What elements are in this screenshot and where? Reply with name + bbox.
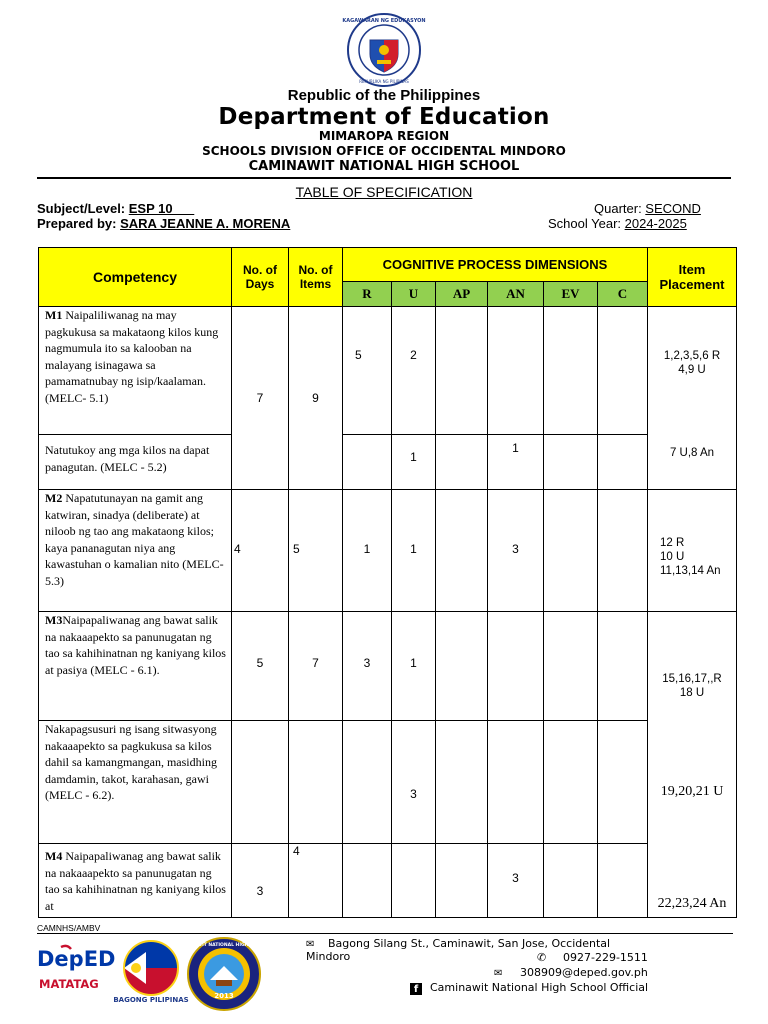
- republic-heading: Republic of the Philippines: [287, 87, 481, 104]
- prepared-line: [37, 216, 290, 231]
- placement-line: 19,20,21 U: [660, 784, 724, 799]
- dim-u-cell: [392, 490, 436, 612]
- competency-cell: [39, 721, 232, 844]
- dim-ap-cell: [436, 844, 488, 918]
- school-heading: CAMINAWIT NATIONAL HIGH SCHOOL: [248, 159, 520, 174]
- prepared-label: Prepared by:: [37, 216, 121, 231]
- dim-an-cell: [488, 490, 544, 612]
- dim-ap-cell: [436, 307, 488, 435]
- header-dim-r: R: [343, 282, 392, 307]
- competency-cell: [39, 612, 232, 721]
- competency-text: Nakapagsusuri ng isang sitwasyong nakaaapekto sa pagkukusa sa kilos dahil sa kamangmangan, masidhing damdamin, takot, karahasan, gawi (MELC - 6.2).: [45, 722, 217, 802]
- items-value: 9: [312, 391, 319, 405]
- dim-c-cell: [598, 307, 648, 435]
- facebook-text: Caminawit National High School Official: [430, 981, 649, 994]
- school-seal-logo: [177, 936, 271, 1012]
- header-dim-u: U: [392, 282, 436, 307]
- dim-ev-cell: [544, 844, 598, 918]
- dim-r-cell: [343, 307, 392, 435]
- header-days: No. of Days: [232, 248, 289, 307]
- dim-r-cell: [343, 490, 392, 612]
- placement-line: 7 U,8 An: [669, 447, 715, 459]
- competency-text: Naipapaliwanag ang bawat salik na nakaaapekto sa panunugatan ng tao sa kahihinatnan ng kaniyang kilos at: [45, 849, 226, 913]
- subject-label: Subject/Level:: [37, 201, 129, 216]
- table-row: [39, 307, 737, 435]
- dim-ev-cell: [544, 721, 598, 844]
- quarter-line: [594, 201, 701, 216]
- header-dim-c: C: [598, 282, 648, 307]
- competency-text: Napatutunayan na gamit ang katwiran, sinadya (deliberate) at niloob ng tao ang makataong kilos; kaya pananagutan niya ang kawastuhan o kamalian nito (MELC-5.3): [45, 491, 224, 588]
- dim-ap-cell: [436, 435, 488, 490]
- email-text: 308909@deped.gov.ph: [520, 966, 648, 979]
- placement-cell: [648, 307, 737, 490]
- placement-cell: [648, 844, 737, 918]
- days-cell: [232, 307, 289, 490]
- dim-an-value: 3: [512, 542, 519, 556]
- dim-an-cell: [488, 844, 544, 918]
- dim-c-cell: [598, 844, 648, 918]
- dim-u-value: 1: [410, 450, 417, 464]
- dim-c-cell: [598, 490, 648, 612]
- days-value: 7: [256, 391, 264, 405]
- dim-r-cell: [343, 721, 392, 844]
- dim-ev-cell: [544, 612, 598, 721]
- items-cell: [289, 721, 343, 844]
- dim-an-cell: [488, 435, 544, 490]
- address-text: Bagong Silang St., Caminawit, San Jose, Occidental Mindoro: [306, 937, 611, 963]
- placement-cell: [648, 490, 737, 612]
- table-row: [39, 721, 737, 844]
- competency-cell: [39, 307, 232, 435]
- dim-u-cell: [392, 721, 436, 844]
- dim-u-cell: [392, 307, 436, 435]
- dim-r-cell: [343, 612, 392, 721]
- facebook-icon: f: [410, 983, 422, 995]
- header-item-placement: Item Placement: [648, 248, 737, 307]
- subject-value: ESP 10: [128, 201, 195, 216]
- competency-cell: [39, 435, 232, 490]
- items-cell: [289, 490, 343, 612]
- dim-u-cell: [392, 844, 436, 918]
- header-cognitive-dimensions: COGNITIVE PROCESS DIMENSIONS: [343, 248, 648, 282]
- days-cell: [232, 490, 289, 612]
- placement-cell: [648, 612, 737, 844]
- competency-code: M2: [45, 491, 63, 505]
- region-heading: MIMAROPA REGION: [318, 129, 450, 143]
- competency-text: Naipapaliwanag ang bawat salik na nakaaapekto sa panunugatan ng tao sa kahihinatnan ng kaniyang kilos at pasiya (MELC - 6.1).: [45, 613, 226, 677]
- placement-line: 12 R: [660, 537, 685, 549]
- items-cell: [289, 307, 343, 490]
- header-competency: Competency: [39, 248, 232, 307]
- email-icon: ✉: [494, 968, 503, 979]
- dim-u-value: 1: [410, 542, 417, 556]
- placement-line: 11,13,14 An: [660, 565, 721, 577]
- dim-u-value: 2: [410, 348, 417, 362]
- header-divider: [37, 177, 731, 179]
- table-row: [39, 844, 737, 918]
- dim-u-value: 3: [410, 787, 417, 801]
- dim-c-cell: [598, 721, 648, 844]
- competency-code: M1: [45, 308, 63, 322]
- deped-seal-logo: [342, 12, 426, 88]
- dim-ap-cell: [436, 490, 488, 612]
- days-cell: [232, 612, 289, 721]
- contact-phone: [537, 951, 648, 964]
- dim-ap-cell: [436, 721, 488, 844]
- placement-line: 15,16,17,,R: [662, 673, 722, 685]
- dim-an-value: 3: [512, 871, 519, 885]
- seal-text-bottom: REPUBLIKA NG PILIPINAS: [359, 79, 409, 84]
- placement-line: 18 U: [679, 687, 705, 699]
- items-value: 5: [293, 542, 300, 556]
- school-year-label: School Year:: [548, 216, 625, 231]
- division-heading: SCHOOLS DIVISION OFFICE OF OCCIDENTAL MINDORO: [202, 144, 566, 158]
- envelope-icon: ✉: [306, 939, 315, 950]
- competency-text: Natutukoy ang mga kilos na dapat panagutan. (MELC - 5.2): [45, 443, 210, 474]
- document-code: CAMNHS/AMBV: [37, 923, 101, 933]
- days-cell: [232, 721, 289, 844]
- competency-text: Naipaliliwanag na may pagkukusa sa makataong kilos kung nagmumula ito sa kalooban na malayang isinagawa sa pamamatnubay ng isip/kaalaman. (MELC- 5.1): [45, 308, 219, 405]
- competency-code: M3: [45, 613, 63, 627]
- document-title: TABLE OF SPECIFICATION: [295, 184, 473, 200]
- items-cell: [289, 844, 343, 918]
- competency-cell: [39, 844, 232, 918]
- dim-an-cell: [488, 721, 544, 844]
- items-value: 7: [312, 656, 319, 670]
- dim-an-cell: [488, 307, 544, 435]
- placement-line: 4,9 U: [678, 364, 706, 376]
- dim-ev-cell: [544, 435, 598, 490]
- school-seal-year: 2013: [214, 992, 234, 1000]
- phone-text: 0927-229-1511: [563, 951, 648, 964]
- header-dim-an: AN: [488, 282, 544, 307]
- items-cell: [289, 612, 343, 721]
- dim-ap-cell: [436, 612, 488, 721]
- header-dim-ev: EV: [544, 282, 598, 307]
- dim-c-cell: [598, 435, 648, 490]
- placement-line: 10 U: [660, 551, 685, 563]
- competency-code: M4: [45, 849, 63, 863]
- dim-r-value: 3: [363, 656, 371, 670]
- items-value: 4: [293, 844, 300, 858]
- quarter-value: SECOND: [645, 201, 701, 216]
- contact-email: [494, 966, 648, 979]
- days-value: 4: [234, 542, 241, 556]
- bagong-pilipinas-logo: [113, 938, 189, 1008]
- school-year-line: [548, 216, 687, 231]
- dim-r-cell: [343, 844, 392, 918]
- matatag-wordmark: MATATAG: [39, 977, 99, 991]
- deped-wordmark: DepED: [37, 947, 116, 971]
- dim-c-cell: [598, 612, 648, 721]
- prepared-value: SARA JEANNE A. MORENA: [120, 216, 291, 231]
- placement-line: 1,2,3,5,6 R: [663, 350, 721, 362]
- competency-cell: [39, 490, 232, 612]
- table-row: [39, 490, 737, 612]
- table-row: [39, 612, 737, 721]
- days-cell: [232, 844, 289, 918]
- dim-an-value: 1: [512, 441, 519, 455]
- quarter-label: Quarter:: [594, 201, 646, 216]
- deped-matatag-logo: [37, 945, 116, 997]
- days-value: 3: [256, 884, 264, 898]
- specification-table: [38, 247, 737, 918]
- header-dim-ap: AP: [436, 282, 488, 307]
- bagong-pilipinas-text: BAGONG PILIPINAS: [113, 996, 189, 1004]
- deped-wordmark-icon: [37, 945, 116, 971]
- placement-line: 22,23,24 An: [657, 895, 727, 911]
- dim-an-cell: [488, 612, 544, 721]
- contact-facebook: [410, 981, 648, 995]
- footer-divider: [37, 933, 733, 934]
- dim-r-cell: [343, 435, 392, 490]
- seal-text-top: KAGAWARAN NG EDUKASYON: [342, 18, 426, 24]
- department-heading: Department of Education: [218, 104, 550, 130]
- subject-line: [37, 201, 194, 216]
- school-year-value: 2024-2025: [624, 216, 687, 231]
- dim-u-cell: [392, 435, 436, 490]
- dim-ev-cell: [544, 307, 598, 435]
- dim-r-value: 1: [363, 542, 371, 556]
- days-value: 5: [256, 656, 264, 670]
- dim-r-value: 5: [355, 348, 362, 362]
- dim-ev-cell: [544, 490, 598, 612]
- header-items: No. of Items: [289, 248, 343, 307]
- school-seal-text: CAMINAWIT NATIONAL HIGH SCHOOL: [177, 943, 271, 948]
- dim-u-cell: [392, 612, 436, 721]
- phone-icon: ✆: [537, 951, 547, 964]
- table-row: [39, 435, 737, 490]
- bagong-pilipinas-emblem-icon: [116, 938, 186, 1000]
- dim-u-value: 1: [410, 656, 417, 670]
